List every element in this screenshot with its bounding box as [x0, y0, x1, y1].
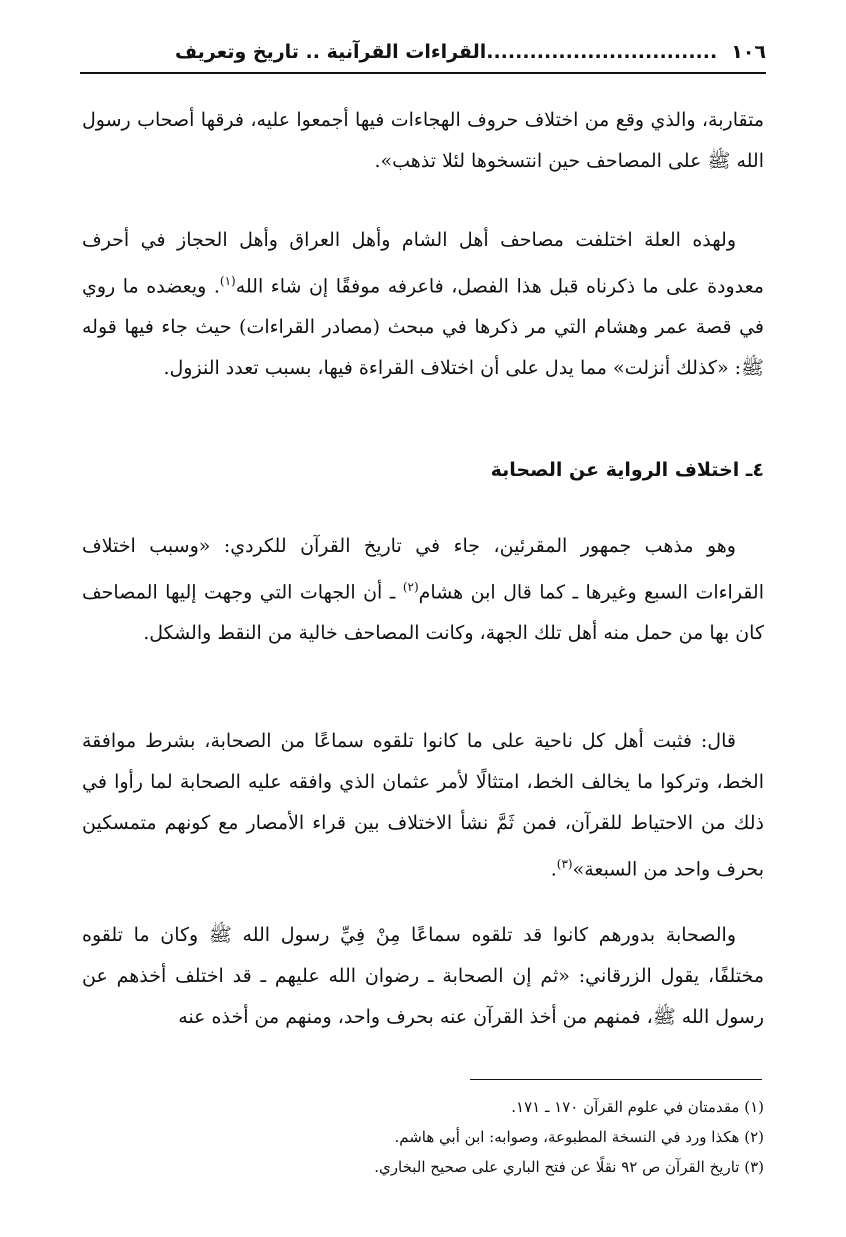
- footnote-2: (٢) هكذا ورد في النسخة المطبوعة، وصوابه: ابن أبي هاشم.: [394, 1128, 764, 1146]
- header-title: القراءات القرآنية .. تاريخ وتعريف: [175, 41, 487, 63]
- paragraph-3-text-a: وهو مذهب جمهور المقرئين، جاء في تاريخ القرآن للكردي: «وسبب اختلاف القراءات السبع وغيرها ـ كما قال ابن هشام: [82, 535, 764, 604]
- footnote-1: (١) مقدمتان في علوم القرآن ١٧٠ ـ ١٧١.: [511, 1098, 764, 1116]
- footnote-ref-2: (٢): [402, 580, 419, 594]
- paragraph-1-text: متقاربة، والذي وقع من اختلاف حروف الهجاءات فيها أجمعوا عليه، فرقها أصحاب رسول الله ﷺ على المصاحف حين انتسخوها لئلا تذهب».: [82, 109, 764, 172]
- header-leader-dots: ................................: [486, 41, 718, 63]
- paragraph-2-text-a: ولهذه العلة اختلفت مصاحف أهل الشام وأهل العراق وأهل الحجاز في أحرف معدودة على ما ذكرناه قبل هذا الفصل، فاعرفه موفقًا إن شاء الله: [82, 229, 764, 298]
- footnotes: [82, 1092, 764, 1182]
- page-number: ١٠٦: [731, 41, 766, 63]
- paragraph-2-text-b: . ويعضده ما روي في قصة عمر وهشام التي مر ذكرها في مبحث (مصادر القراءات) حيث جاء فيها قوله ﷺ: «كذلك أنزلت» مما يدل على أن اختلاف القراءة فيها، بسبب تعدد النزول.: [82, 275, 764, 380]
- paragraph-4-text-a: قال: فثبت أهل كل ناحية على ما كانوا تلقوه سماعًا من الصحابة، بشرط موافقة الخط، وتركوا ما يخالف الخط، امتثالًا لأمر عثمان الذي وافقه عليه الصحابة لما رأوا في ذلك من الاحتياط للقرآن، فمن ثَمَّ نشأ الاختلاف بين قراء الأمصار مع كونهم متمسكين بحرف واحد من السبعة»: [82, 730, 764, 881]
- paragraph-2: [82, 220, 764, 389]
- running-header: [80, 34, 766, 70]
- paragraph-4: [82, 721, 764, 890]
- footnote-rule: [470, 1079, 762, 1080]
- footnote-3: (٣) تاريخ القرآن ص ٩٢ نقلًا عن فتح الباري على صحيح البخاري.: [374, 1158, 764, 1176]
- section-heading: ٤ـ اختلاف الرواية عن الصحابة: [490, 459, 764, 481]
- paragraph-5-text: والصحابة بدورهم كانوا قد تلقوه سماعًا مِنْ فِيِّ رسول الله ﷺ وكان ما تلقوه مختلفًا، يقول الزرقاني: «ثم إن الصحابة ـ رضوان الله عليهم ـ قد اختلف أخذهم عن رسول الله ﷺ، فمنهم من أخذ القرآن عنه بحرف واحد، ومنهم من أخذه عنه: [82, 924, 764, 1028]
- paragraph-3: [82, 526, 764, 654]
- paragraph-3-text-b: ـ أن الجهات التي وجهت إليها المصاحف كان بها من حمل منه أهل تلك الجهة، وكانت المصاحف خالية من النقط والشكل.: [82, 581, 764, 645]
- header-rule: [80, 72, 766, 74]
- paragraph-4-text-b: .: [550, 858, 557, 881]
- footnote-ref-1: (١): [219, 274, 236, 288]
- paragraph-1: [82, 100, 764, 182]
- paragraph-5: [82, 915, 764, 1038]
- footnote-ref-3: (٣): [556, 857, 573, 871]
